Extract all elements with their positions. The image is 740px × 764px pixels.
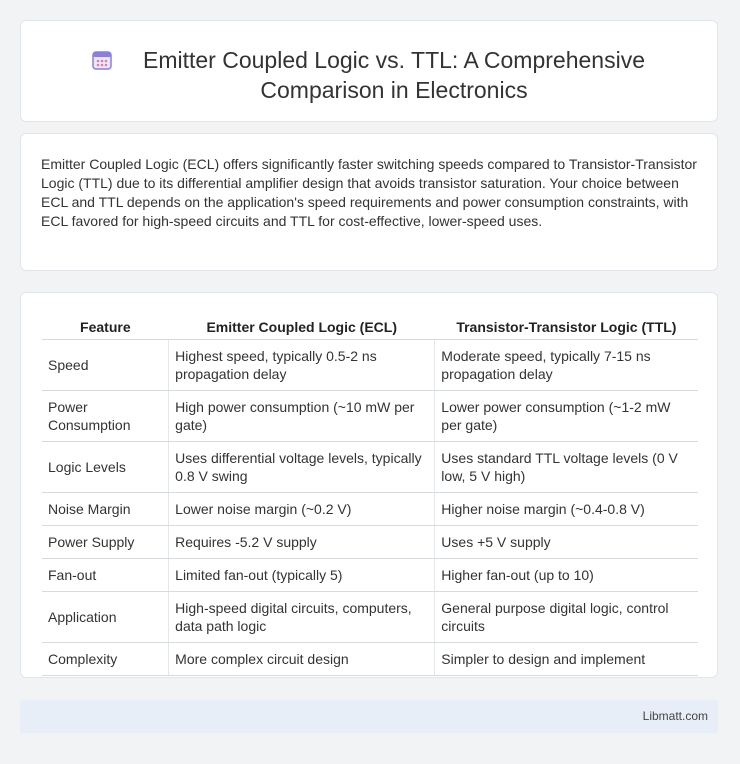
cell-ttl: General purpose digital logic, control circuits (435, 592, 698, 643)
table-row (42, 493, 698, 526)
cell-ecl: High-speed digital circuits, computers, data path logic (169, 592, 435, 643)
cell-ttl: Higher noise margin (~0.4-0.8 V) (435, 493, 698, 526)
title-card (20, 20, 718, 122)
cell-ecl: Highest speed, typically 0.5-2 ns propagation delay (169, 340, 435, 391)
table-header-row (42, 315, 698, 340)
summary-paragraph: Emitter Coupled Logic (ECL) offers significantly faster switching speeds compared to Transistor-Transistor Logic (TTL) due to its differential amplifier design that avoids transistor saturation. Your choice between ECL and TTL depends on the application's speed requirements and power consumption constraints, with ECL favored for high-speed circuits and TTL for cost-effective, lower-speed uses. (41, 156, 697, 229)
cell-feature: Application (42, 592, 169, 643)
cell-ecl: Requires -5.2 V supply (169, 526, 435, 559)
comparison-table (42, 315, 698, 676)
header-ecl: Emitter Coupled Logic (ECL) (169, 315, 435, 340)
cell-ecl: Limited fan-out (typically 5) (169, 559, 435, 592)
table-row (42, 526, 698, 559)
cell-feature: Fan-out (42, 559, 169, 592)
footer-bar (20, 700, 718, 733)
cell-ecl: Lower noise margin (~0.2 V) (169, 493, 435, 526)
header-feature: Feature (42, 315, 169, 340)
cell-ttl: Higher fan-out (up to 10) (435, 559, 698, 592)
cell-feature: Logic Levels (42, 442, 169, 493)
table-row (42, 643, 698, 676)
header-ttl: Transistor-Transistor Logic (TTL) (435, 315, 698, 340)
cell-ttl: Uses standard TTL voltage levels (0 V low, 5 V high) (435, 442, 698, 493)
table-row (42, 340, 698, 391)
cell-feature: Complexity (42, 643, 169, 676)
table-row (42, 391, 698, 442)
table-row (42, 592, 698, 643)
cell-feature: Power Supply (42, 526, 169, 559)
cell-ecl: More complex circuit design (169, 643, 435, 676)
summary-card (20, 133, 718, 271)
cell-ecl: Uses differential voltage levels, typically 0.8 V swing (169, 442, 435, 493)
cell-ttl: Lower power consumption (~1-2 mW per gate) (435, 391, 698, 442)
table-card (20, 292, 718, 678)
cell-ttl: Moderate speed, typically 7-15 ns propagation delay (435, 340, 698, 391)
table-row (42, 559, 698, 592)
page-title: Emitter Coupled Logic vs. TTL: A Comprehensive Comparison in Electronics (143, 47, 645, 103)
table-row (42, 442, 698, 493)
cell-feature: Speed (42, 340, 169, 391)
cell-ttl: Simpler to design and implement (435, 643, 698, 676)
title-wrap (21, 45, 717, 105)
cell-feature: Noise Margin (42, 493, 169, 526)
cell-ttl: Uses +5 V supply (435, 526, 698, 559)
footer-site-link[interactable]: Libmatt.com (642, 709, 708, 723)
cell-ecl: High power consumption (~10 mW per gate) (169, 391, 435, 442)
cell-feature: Power Consumption (42, 391, 169, 442)
